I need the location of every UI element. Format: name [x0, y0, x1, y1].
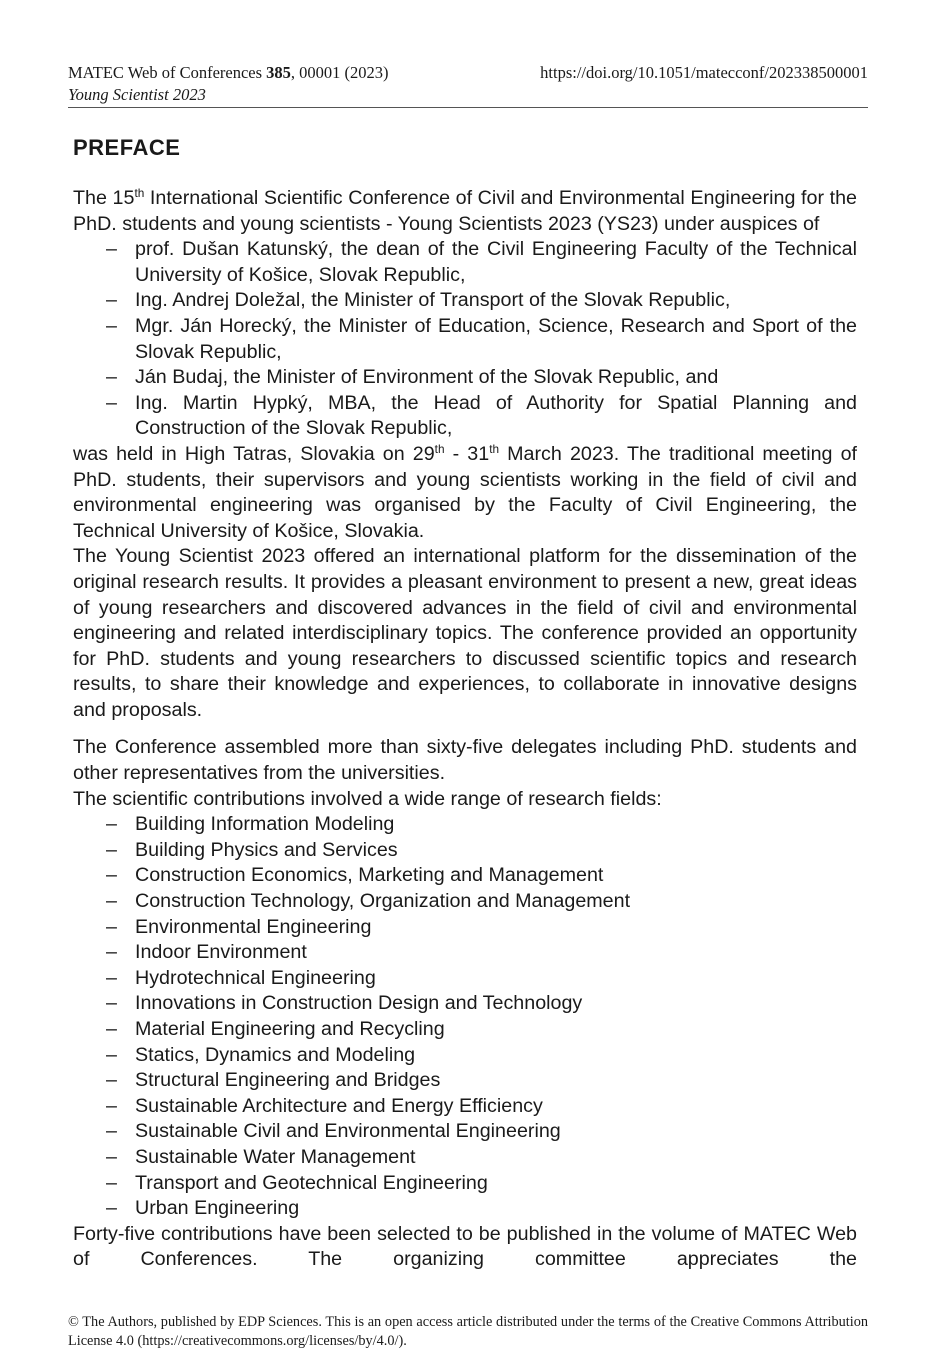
list-item: – Mgr. Ján Horecký, the Minister of Education, Science, Research and Sport of the Slovak Republic, [106, 314, 857, 363]
dash-bullet: – [106, 1018, 117, 1040]
list-item: – Sustainable Water Management [73, 1145, 857, 1171]
dash-bullet: – [106, 238, 117, 261]
dash-bullet: – [106, 915, 117, 938]
dash-bullet: – [106, 1120, 117, 1143]
issue-year: , 00001 (2023) [290, 63, 389, 82]
dash-bullet: – [106, 1197, 117, 1220]
journal-citation [68, 62, 389, 84]
dash-bullet: – [106, 314, 117, 337]
doi-link[interactable]: https://doi.org/10.1051/matecconf/202338500001 [540, 63, 868, 82]
auspices-list [73, 237, 857, 442]
dash-bullet: – [106, 838, 117, 861]
dash-bullet: – [106, 864, 117, 887]
intro-paragraph: The 15th International Scientific Conference of Civil and Environmental Engineering for the PhD. students and young scientists - Young Scientists 2023 (YS23) under auspices of [73, 185, 857, 235]
dash-bullet: – [106, 391, 117, 414]
dash-bullet: – [106, 1094, 117, 1117]
dash-bullet: – [106, 890, 117, 913]
list-item: – Urban Engineering [73, 1196, 857, 1222]
dash-bullet: – [106, 289, 117, 312]
volume-number: 385 [266, 63, 291, 82]
dash-bullet: – [106, 813, 117, 836]
journal-prefix: MATEC Web of Conferences [68, 63, 267, 82]
list-item: – prof. Dušan Katunský, the dean of the Civil Engineering Faculty of the Technical University of Košice, Slovak Republic, [106, 238, 857, 286]
delegates-paragraph: The Conference assembled more than sixty-five delegates including PhD. students and other representatives from the universities. [73, 736, 857, 785]
dash-bullet: – [106, 1171, 117, 1194]
research-fields-list [73, 812, 857, 1222]
fields-intro: The scientific contributions involved a wide range of research fields: [73, 787, 662, 810]
dash-bullet: – [106, 1043, 117, 1066]
list-item: – Ing. Andrej Doležal, the Minister of Transport of the Slovak Republic, [73, 288, 857, 314]
dash-bullet: – [106, 966, 117, 989]
list-item: – Construction Economics, Marketing and Management [73, 863, 857, 889]
header-divider [68, 107, 868, 108]
list-item: – Construction Technology, Organization and Management [73, 889, 857, 915]
list-item: – Transport and Geotechnical Engineering [73, 1171, 857, 1197]
list-item: – Indoor Environment [73, 940, 857, 966]
list-item: – Building Physics and Services [73, 838, 857, 864]
dash-bullet: – [106, 941, 117, 964]
list-item: – Innovations in Construction Design and Technology [73, 991, 857, 1017]
list-item: – Building Information Modeling [73, 812, 857, 838]
license-footer: © The Authors, published by EDP Sciences. This is an open access article distributed under the terms of the Creative Commons Attribution License 4.0 (https://creativecommons.org/licenses/by/4.0/). [68, 1314, 868, 1349]
dash-bullet: – [106, 992, 117, 1015]
conference-subtitle: Young Scientist 2023 [68, 85, 206, 104]
closing-paragraph: Forty-five contributions have been selected to be published in the volume of MATEC Web of Conferences. The organizing committee appreciates the [73, 1222, 857, 1271]
dash-bullet: – [106, 366, 117, 389]
dash-bullet: – [106, 1145, 117, 1168]
page-title: PREFACE [73, 135, 181, 160]
list-item: – Environmental Engineering [73, 915, 857, 941]
dash-bullet: – [106, 1069, 117, 1092]
list-item: – Sustainable Architecture and Energy Efficiency [73, 1094, 857, 1120]
list-item: – Ján Budaj, the Minister of Environment of the Slovak Republic, and [73, 365, 857, 391]
list-item: – Ing. Martin Hypký, MBA, the Head of Authority for Spatial Planning and Construction of the Slovak Republic, [106, 391, 857, 440]
list-item: – Statics, Dynamics and Modeling [73, 1043, 857, 1069]
list-item: – Material Engineering and Recycling [73, 1017, 857, 1043]
list-item: – Sustainable Civil and Environmental Engineering [73, 1119, 857, 1145]
held-paragraph: was held in High Tatras, Slovakia on 29th - 31th March 2023. The traditional meeting of PhD. students, their supervisors and young scientists working in the field of civil and environmental engineering was organised by the Faculty of Civil Engineering, the Technical University of Košice, Slovakia. [73, 441, 857, 542]
preface-body [73, 186, 857, 1273]
platform-paragraph: The Young Scientist 2023 offered an international platform for the dissemination of the original research results. It provides a pleasant environment to present a new, great ideas of young researchers and discovered advances in the field of civil and environmental engineering and related interdisciplinary topics. The conference provided an opportunity for PhD. students and young researchers to discussed scientific topics and research results, to share their knowledge and experiences, to collaborate in innovative designs and proposals. [73, 545, 857, 721]
list-item: – Structural Engineering and Bridges [73, 1068, 857, 1094]
list-item: – Hydrotechnical Engineering [73, 966, 857, 992]
